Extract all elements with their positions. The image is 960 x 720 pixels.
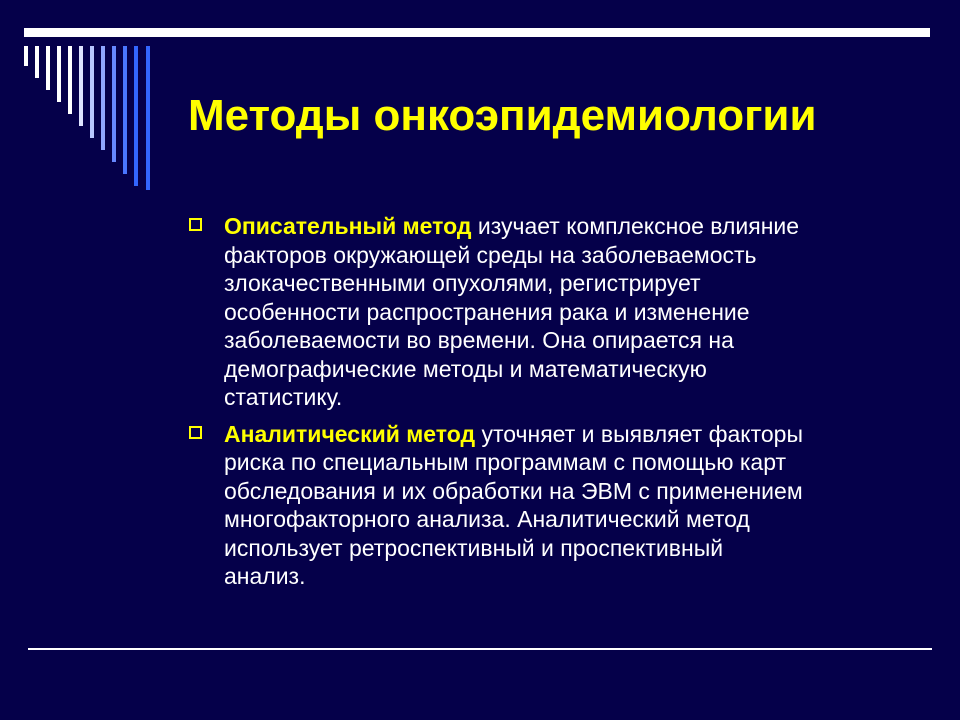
bullet-item-descriptive <box>186 212 906 412</box>
stripe-1 <box>24 46 28 66</box>
bullet-term: Аналитический метод <box>224 420 476 447</box>
bullet-line: особенности распространения рака и изменение <box>224 298 750 325</box>
stripe-8 <box>101 46 105 150</box>
bullet-line: многофакторного анализа. Аналитический метод <box>224 506 750 532</box>
bullet-line: демографические методы и математическую <box>224 355 707 382</box>
hollow-square-icon <box>189 426 202 439</box>
bullet-line: анализ. <box>224 563 306 589</box>
stripe-7 <box>90 46 94 138</box>
bullet-line <box>224 212 906 241</box>
bullet-line: риска по специальным программам с помощью карт <box>224 449 787 475</box>
bullet-text: уточняет и выявляет факторы <box>475 420 804 447</box>
bullet-term: Описательный метод <box>224 213 472 239</box>
bottom-rule <box>28 648 932 650</box>
bullet-line: обследования и их обработки на ЭВМ с применением <box>224 477 803 504</box>
stripe-4 <box>57 46 61 102</box>
bullet-line: злокачественными опухолями, регистрирует <box>224 270 701 296</box>
bullet-line: статистику. <box>224 384 343 410</box>
stripe-2 <box>35 46 39 78</box>
bullet-line: заболеваемости во времени. Она опирается на <box>224 327 734 353</box>
bullet-line: факторов окружающей среды на заболеваемость <box>224 241 757 268</box>
stripe-9 <box>112 46 116 162</box>
stripe-10 <box>123 46 127 174</box>
stripe-5 <box>68 46 72 114</box>
hollow-square-icon <box>189 218 202 231</box>
vertical-stripes-graphic <box>0 0 180 200</box>
bullet-item-analytical <box>186 420 906 591</box>
stripe-3 <box>46 46 50 90</box>
slide-title: Методы онкоэпидемиологии <box>188 91 817 140</box>
bullet-list <box>186 212 906 599</box>
stripe-12 <box>146 46 150 190</box>
stripe-11 <box>134 46 138 186</box>
bullet-text: изучает комплексное влияние <box>471 213 800 239</box>
bullet-line <box>224 420 906 449</box>
stripe-6 <box>79 46 83 126</box>
bullet-line: использует ретроспективный и проспективный <box>224 534 724 561</box>
